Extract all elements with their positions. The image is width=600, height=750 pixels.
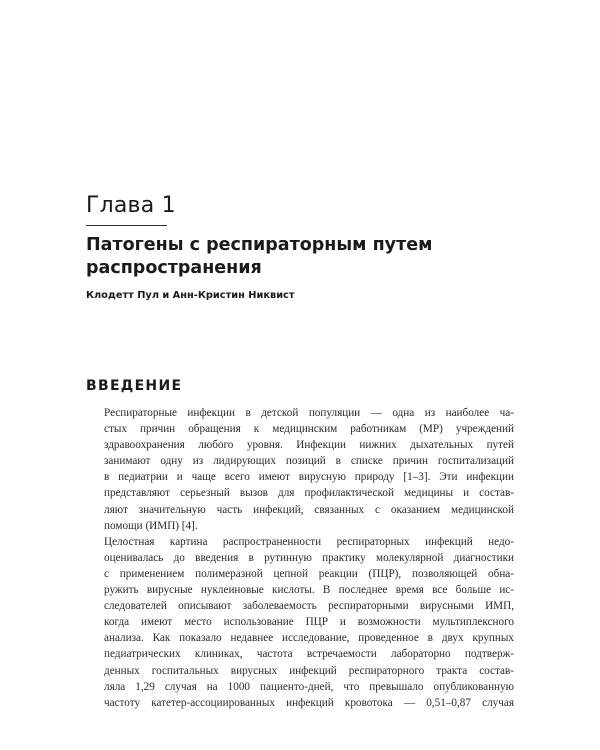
- text-line: стых причин обращения к медицинским работникам (МР) учреждений: [104, 423, 514, 436]
- text-line: с применением полимеразной цепной реакции (ПЦР), позволяющей обна-: [104, 567, 514, 580]
- text-line: в педиатрии и чаще всего имеют вирусную природу [1–3]. Эти инфекции: [104, 471, 514, 484]
- chapter-label: Глава 1: [86, 193, 176, 218]
- paragraph-1: [86, 405, 514, 534]
- paragraph-2: [86, 534, 514, 711]
- text-line: здравоохранения любого уровня. Инфекции нижних дыхательных путей: [104, 439, 514, 452]
- section-heading: ВВЕДЕНИЕ: [86, 378, 183, 394]
- text-line: представляют серьезный вызов для профилактической медицины и состав-: [104, 487, 514, 500]
- text-line: Целостная картина распространенности респираторных инфекций недо-: [104, 535, 514, 548]
- chapter-rule: [86, 225, 167, 226]
- text-line: ружить вирусные нуклеиновые кислоты. В последнее время все больше ис-: [104, 584, 514, 597]
- text-line: ляют значительную часть инфекций, связанных с оказанием медицинской: [104, 503, 514, 516]
- text-line: когда имеют место использование ПЦР и возможности мультиплексного: [104, 616, 514, 629]
- text-line: следователей описывают заболеваемость респираторными вирусными ИМП,: [104, 600, 514, 613]
- text-line: анализа. Как показало недавнее исследование, проведенное в двух крупных: [104, 632, 514, 645]
- text-line: частоту катетер-ассоциированных инфекций кровотока — 0,51–0,87 случая: [104, 696, 514, 709]
- text-line: помощи (ИМП) [4].: [104, 519, 198, 532]
- chapter-authors: Клодетт Пул и Анн-Кристин Никвист: [86, 290, 295, 301]
- text-line: педиатрических клиниках, частота встречаемости лабораторно подтверж-: [104, 648, 514, 661]
- text-line: оценивалась до введения в рутинную практику молекулярной диагностики: [104, 551, 514, 564]
- text-line: занимают одну из лидирующих позиций в списке причин госпитализаций: [104, 455, 514, 468]
- chapter-title: Патогены с респираторным путем распространения: [86, 235, 433, 278]
- text-line: денных госпитальных вирусных инфекций респираторного тракта состав-: [104, 664, 514, 677]
- body-text: [86, 405, 514, 711]
- text-line: ляла 1,29 случая на 1000 пациенто-дней, что превышало опубликованную: [104, 680, 514, 693]
- text-line: Респираторные инфекции в детской популяции — одна из наиболее ча-: [104, 407, 514, 419]
